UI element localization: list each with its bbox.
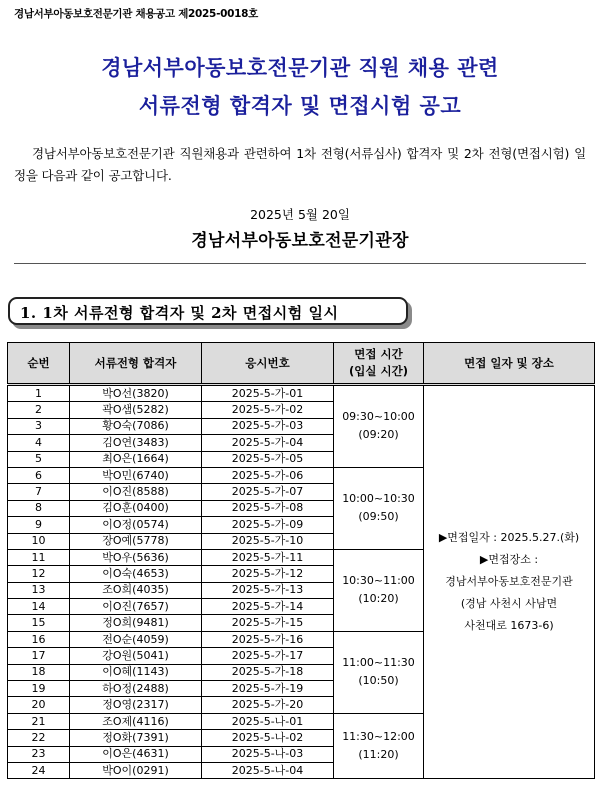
row-number: 16: [8, 631, 70, 647]
interview-time-slot: [334, 713, 424, 779]
applicant-name: 이O혜(1143): [70, 664, 202, 680]
intro-paragraph: 경남서부아동보호전문기관 직원채용과 관련하여 1차 전형(서류심사) 합격자 및 2차 전형(면접시험) 일정을 다음과 같이 공고합니다.: [14, 146, 586, 183]
venue-place-line-2: (경남 사천시 사남면: [460, 597, 558, 611]
issuing-organization: 경남서부아동보호전문기관장: [191, 231, 409, 251]
exam-number: 2025-5-가-02: [202, 402, 334, 418]
title-line-2: 서류전형 합격자 및 면접시험 공고: [138, 93, 462, 118]
exam-number: 2025-5-가-05: [202, 451, 334, 467]
venue-date-line: ▶면접일자 : 2025.5.27.(화): [438, 531, 580, 545]
venue-place-label: ▶면접장소 :: [479, 553, 539, 567]
row-number: 12: [8, 566, 70, 582]
divider-line: [14, 263, 586, 264]
exam-number: 2025-5-가-13: [202, 582, 334, 598]
applicant-name: 박O선(3820): [70, 385, 202, 402]
applicant-name: 김O훈(0400): [70, 500, 202, 516]
exam-number: 2025-5-가-03: [202, 418, 334, 434]
exam-number: 2025-5-나-03: [202, 746, 334, 762]
slot-time: 10:30~11:00: [342, 574, 415, 588]
section-heading: 1. 1차 서류전형 합격자 및 2차 면접시험 일시: [20, 304, 339, 322]
schedule-table: [7, 342, 595, 779]
row-number: 18: [8, 664, 70, 680]
row-number: 3: [8, 418, 70, 434]
exam-number: 2025-5-가-17: [202, 648, 334, 664]
applicant-name: 이O정(0574): [70, 517, 202, 533]
applicant-name: 조O제(4116): [70, 713, 202, 729]
table-body: [8, 385, 595, 779]
applicant-name: 정O영(2317): [70, 697, 202, 713]
applicant-name: 정O희(9481): [70, 615, 202, 631]
interview-time-slot: [334, 631, 424, 713]
row-number: 6: [8, 467, 70, 483]
document-number: 경남서부아동보호전문기관 채용공고 제2025-0018호: [14, 8, 258, 20]
header-interview-time: [334, 343, 424, 385]
applicant-name: 황O숙(7086): [70, 418, 202, 434]
header-venue: 면접 일자 및 장소: [424, 343, 595, 385]
slot-time: 09:30~10:00: [342, 410, 415, 424]
applicant-name: 정O화(7391): [70, 730, 202, 746]
row-number: 8: [8, 500, 70, 516]
header-applicant: 서류전형 합격자: [70, 343, 202, 385]
row-number: 7: [8, 484, 70, 500]
applicant-name: 이O숙(4653): [70, 566, 202, 582]
applicant-name: 최O은(1664): [70, 451, 202, 467]
applicant-name: 박O우(5636): [70, 549, 202, 565]
slot-entry-time: (10:50): [358, 674, 399, 688]
row-number: 4: [8, 435, 70, 451]
slot-entry-time: (11:20): [358, 748, 399, 762]
notice-date: 2025년 5월 20일: [250, 207, 350, 222]
exam-number: 2025-5-가-10: [202, 533, 334, 549]
exam-number: 2025-5-가-18: [202, 664, 334, 680]
slot-time: 11:00~11:30: [342, 656, 415, 670]
venue-place-line-1: 경남서부아동보호전문기관: [445, 575, 573, 589]
applicant-name: 전O순(4059): [70, 631, 202, 647]
header-no: 순번: [8, 343, 70, 385]
exam-number: 2025-5-가-15: [202, 615, 334, 631]
exam-number: 2025-5-나-04: [202, 762, 334, 778]
row-number: 13: [8, 582, 70, 598]
applicant-name: 하O정(2488): [70, 681, 202, 697]
header-time-line-1: 면접 시간: [354, 347, 403, 361]
row-number: 19: [8, 681, 70, 697]
applicant-name: 이O진(8588): [70, 484, 202, 500]
header-exam-number: 응시번호: [202, 343, 334, 385]
slot-time: 10:00~10:30: [342, 492, 415, 506]
applicant-name: 김O연(3483): [70, 435, 202, 451]
row-number: 20: [8, 697, 70, 713]
slot-entry-time: (10:20): [358, 592, 399, 606]
interview-time-slot: [334, 385, 424, 468]
applicant-name: 박O민(6740): [70, 467, 202, 483]
row-number: 24: [8, 762, 70, 778]
exam-number: 2025-5-가-01: [202, 385, 334, 402]
slot-entry-time: (09:20): [358, 428, 399, 442]
exam-number: 2025-5-나-02: [202, 730, 334, 746]
slot-entry-time: (09:50): [358, 510, 399, 524]
row-number: 10: [8, 533, 70, 549]
interview-time-slot: [334, 549, 424, 631]
exam-number: 2025-5-가-20: [202, 697, 334, 713]
applicant-name: 이O진(7657): [70, 599, 202, 615]
row-number: 14: [8, 599, 70, 615]
exam-number: 2025-5-가-04: [202, 435, 334, 451]
row-number: 1: [8, 385, 70, 402]
exam-number: 2025-5-가-07: [202, 484, 334, 500]
exam-number: 2025-5-가-11: [202, 549, 334, 565]
row-number: 21: [8, 713, 70, 729]
applicant-name: 조O희(4035): [70, 582, 202, 598]
applicant-name: 강O원(5041): [70, 648, 202, 664]
exam-number: 2025-5-가-14: [202, 599, 334, 615]
applicant-name: 곽O샘(5282): [70, 402, 202, 418]
applicant-name: 이O은(4631): [70, 746, 202, 762]
title-line-1: 경남서부아동보호전문기관 직원 채용 관련: [101, 55, 499, 80]
table-row: [8, 385, 595, 402]
exam-number: 2025-5-가-16: [202, 631, 334, 647]
row-number: 9: [8, 517, 70, 533]
row-number: 23: [8, 746, 70, 762]
interview-venue: [424, 385, 595, 779]
section-heading-box: [8, 297, 408, 325]
row-number: 5: [8, 451, 70, 467]
applicant-name: 박O이(0291): [70, 762, 202, 778]
exam-number: 2025-5-가-12: [202, 566, 334, 582]
interview-time-slot: [334, 467, 424, 549]
venue-place-line-3: 사천대로 1673-6): [464, 619, 554, 633]
slot-time: 11:30~12:00: [342, 730, 415, 744]
row-number: 2: [8, 402, 70, 418]
exam-number: 2025-5-가-09: [202, 517, 334, 533]
header-time-line-2: (입실 시간): [349, 364, 408, 378]
row-number: 15: [8, 615, 70, 631]
exam-number: 2025-5-나-01: [202, 713, 334, 729]
exam-number: 2025-5-가-19: [202, 681, 334, 697]
table-header-row: [8, 343, 595, 385]
exam-number: 2025-5-가-06: [202, 467, 334, 483]
exam-number: 2025-5-가-08: [202, 500, 334, 516]
row-number: 22: [8, 730, 70, 746]
applicant-name: 장O예(5778): [70, 533, 202, 549]
row-number: 17: [8, 648, 70, 664]
row-number: 11: [8, 549, 70, 565]
